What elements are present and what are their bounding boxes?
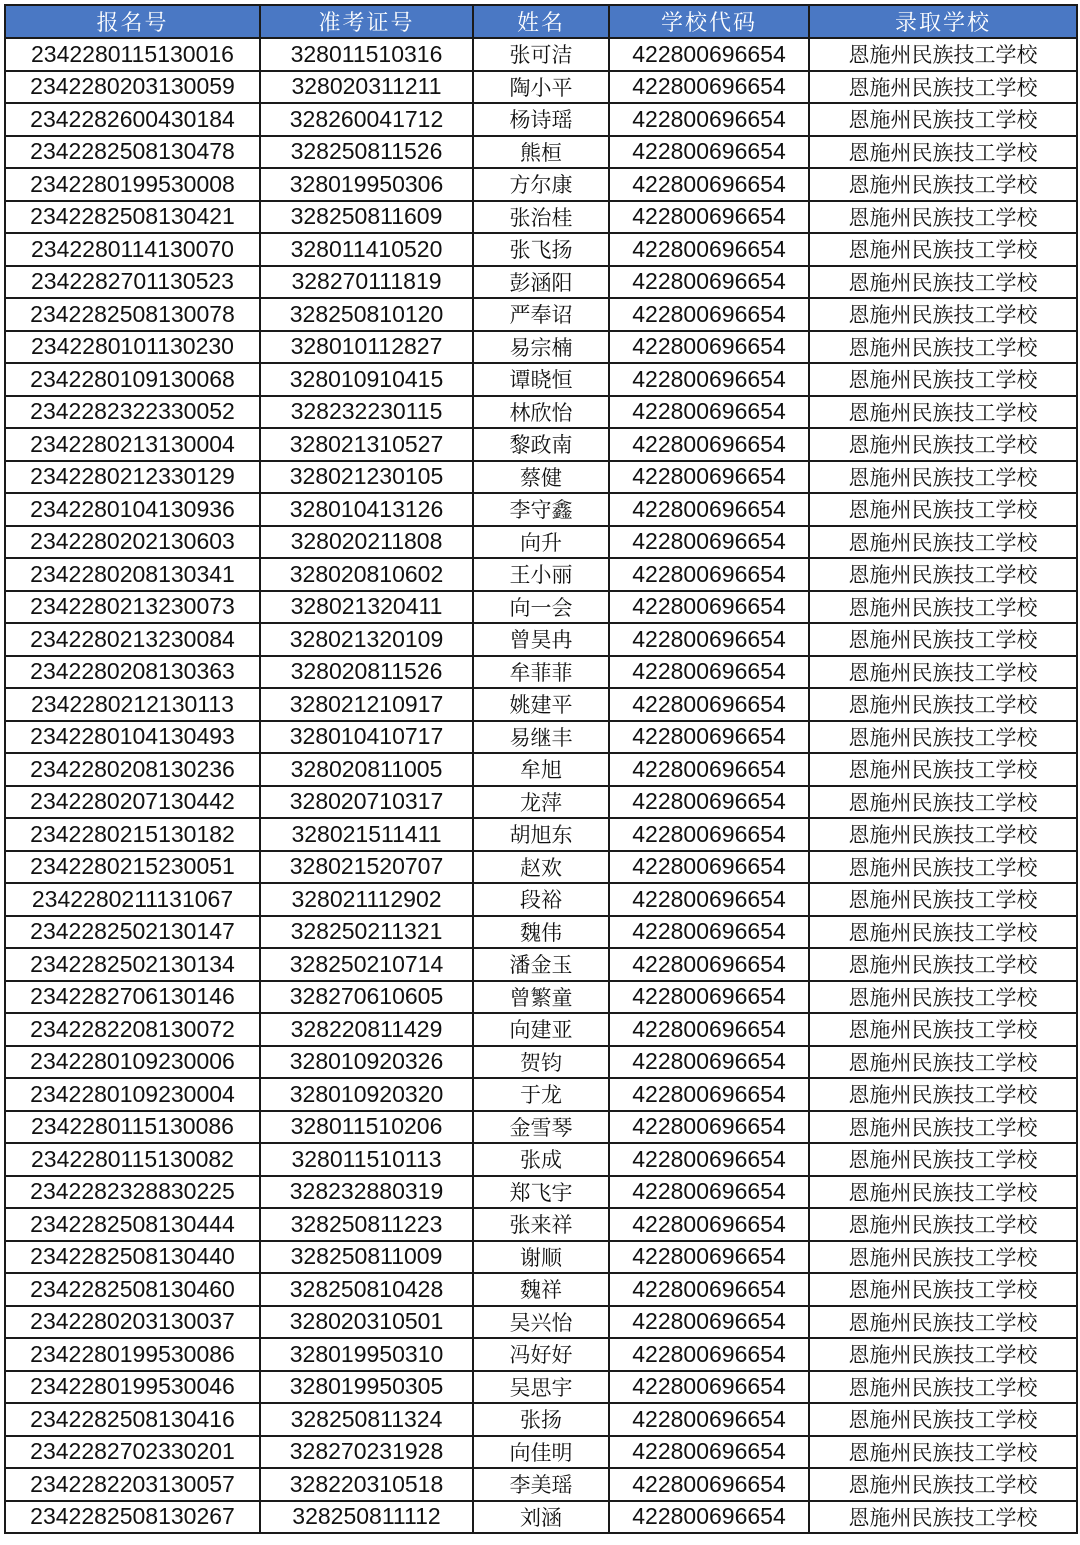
registration-no-cell: 2342280213230084 <box>5 623 260 656</box>
admission-ticket-no-cell: 328020311211 <box>260 71 473 104</box>
name-cell: 贺钧 <box>473 1046 609 1079</box>
name-cell: 李守鑫 <box>473 493 609 526</box>
registration-no-cell: 2342280109230004 <box>5 1078 260 1111</box>
school-code-cell: 422800696654 <box>609 331 809 364</box>
name-cell: 姚建平 <box>473 688 609 721</box>
registration-no-cell: 2342280211131067 <box>5 883 260 916</box>
name-cell: 郑飞宇 <box>473 1176 609 1209</box>
admitted-school-cell: 恩施州民族技工学校 <box>809 396 1077 429</box>
admitted-school-cell: 恩施州民族技工学校 <box>809 1371 1077 1404</box>
name-cell: 严奉诏 <box>473 298 609 331</box>
admitted-school-cell: 恩施州民族技工学校 <box>809 1306 1077 1339</box>
admitted-school-cell: 恩施州民族技工学校 <box>809 136 1077 169</box>
name-cell: 魏祥 <box>473 1273 609 1306</box>
admitted-school-cell: 恩施州民族技工学校 <box>809 1046 1077 1079</box>
name-cell: 牟菲菲 <box>473 656 609 689</box>
admission-ticket-no-cell: 328021520707 <box>260 851 473 884</box>
admission-ticket-no-cell: 328010910415 <box>260 363 473 396</box>
table-row <box>5 168 1077 201</box>
table-row <box>5 266 1077 299</box>
admitted-school-cell: 恩施州民族技工学校 <box>809 981 1077 1014</box>
admitted-school-cell: 恩施州民族技工学校 <box>809 526 1077 559</box>
name-cell: 潘金玉 <box>473 948 609 981</box>
table-row <box>5 1436 1077 1469</box>
name-cell: 蔡健 <box>473 461 609 494</box>
name-cell: 方尔康 <box>473 168 609 201</box>
registration-no-cell: 2342280213230073 <box>5 591 260 624</box>
name-cell: 向建亚 <box>473 1013 609 1046</box>
admission-ticket-no-cell: 328019950306 <box>260 168 473 201</box>
registration-no-cell: 2342280207130442 <box>5 786 260 819</box>
admission-ticket-no-cell: 328010920320 <box>260 1078 473 1111</box>
registration-no-cell: 2342280212130113 <box>5 688 260 721</box>
name-cell: 杨诗瑶 <box>473 103 609 136</box>
school-code-cell: 422800696654 <box>609 1436 809 1469</box>
admission-ticket-no-cell: 328019950305 <box>260 1371 473 1404</box>
name-cell: 龙萍 <box>473 786 609 819</box>
admitted-school-cell: 恩施州民族技工学校 <box>809 558 1077 591</box>
admitted-school-cell: 恩施州民族技工学校 <box>809 851 1077 884</box>
registration-no-cell: 2342282502130147 <box>5 916 260 949</box>
admitted-school-cell: 恩施州民族技工学校 <box>809 948 1077 981</box>
table-row <box>5 851 1077 884</box>
school-code-cell: 422800696654 <box>609 623 809 656</box>
table-row <box>5 753 1077 786</box>
name-cell: 熊桓 <box>473 136 609 169</box>
school-code-cell: 422800696654 <box>609 1501 809 1534</box>
name-cell: 赵欢 <box>473 851 609 884</box>
table-row <box>5 883 1077 916</box>
table-row <box>5 38 1077 71</box>
admitted-school-cell: 恩施州民族技工学校 <box>809 1403 1077 1436</box>
admission-ticket-no-cell: 328250811324 <box>260 1403 473 1436</box>
name-cell: 李美瑶 <box>473 1468 609 1501</box>
admission-ticket-no-cell: 328019950310 <box>260 1338 473 1371</box>
registration-no-cell: 2342282203130057 <box>5 1468 260 1501</box>
table-row <box>5 1273 1077 1306</box>
admission-ticket-no-cell: 328220811429 <box>260 1013 473 1046</box>
table-row <box>5 103 1077 136</box>
admission-list-sheet <box>4 4 1076 1541</box>
admission-ticket-no-cell: 328021511411 <box>260 818 473 851</box>
table-row <box>5 526 1077 559</box>
table-row <box>5 1046 1077 1079</box>
admission-ticket-no-cell: 328250811526 <box>260 136 473 169</box>
admitted-school-cell: 恩施州民族技工学校 <box>809 1111 1077 1144</box>
school-code-cell: 422800696654 <box>609 1306 809 1339</box>
table-row <box>5 1208 1077 1241</box>
table-row <box>5 363 1077 396</box>
school-code-cell: 422800696654 <box>609 688 809 721</box>
header-name: 姓名 <box>473 5 609 38</box>
table-row <box>5 298 1077 331</box>
registration-no-cell: 2342282508130416 <box>5 1403 260 1436</box>
school-code-cell: 422800696654 <box>609 103 809 136</box>
registration-no-cell: 2342282508130078 <box>5 298 260 331</box>
name-cell: 张治桂 <box>473 201 609 234</box>
table-row <box>5 233 1077 266</box>
admission-ticket-no-cell: 328250810428 <box>260 1273 473 1306</box>
registration-no-cell: 2342282702330201 <box>5 1436 260 1469</box>
admission-ticket-no-cell: 328011410520 <box>260 233 473 266</box>
admitted-school-cell: 恩施州民族技工学校 <box>809 721 1077 754</box>
school-code-cell: 422800696654 <box>609 851 809 884</box>
name-cell: 谭晓恒 <box>473 363 609 396</box>
registration-no-cell: 2342282502130134 <box>5 948 260 981</box>
table-body <box>5 38 1077 1533</box>
admitted-school-cell: 恩施州民族技工学校 <box>809 71 1077 104</box>
registration-no-cell: 2342282508130267 <box>5 1501 260 1534</box>
admitted-school-cell: 恩施州民族技工学校 <box>809 818 1077 851</box>
table-row <box>5 136 1077 169</box>
school-code-cell: 422800696654 <box>609 71 809 104</box>
admitted-school-cell: 恩施州民族技工学校 <box>809 1338 1077 1371</box>
table-row <box>5 558 1077 591</box>
name-cell: 易宗楠 <box>473 331 609 364</box>
admitted-school-cell: 恩施州民族技工学校 <box>809 1013 1077 1046</box>
registration-no-cell: 2342280212330129 <box>5 461 260 494</box>
table-row <box>5 1403 1077 1436</box>
admission-ticket-no-cell: 328021320109 <box>260 623 473 656</box>
name-cell: 陶小平 <box>473 71 609 104</box>
registration-no-cell: 2342282701130523 <box>5 266 260 299</box>
registration-no-cell: 2342280104130936 <box>5 493 260 526</box>
table-row <box>5 721 1077 754</box>
admission-ticket-no-cell: 328270111819 <box>260 266 473 299</box>
registration-no-cell: 2342280208130363 <box>5 656 260 689</box>
registration-no-cell: 2342282508130478 <box>5 136 260 169</box>
admission-table <box>4 4 1078 1534</box>
admitted-school-cell: 恩施州民族技工学校 <box>809 201 1077 234</box>
admission-ticket-no-cell: 328020810602 <box>260 558 473 591</box>
admission-ticket-no-cell: 328250211321 <box>260 916 473 949</box>
admission-ticket-no-cell: 328020811526 <box>260 656 473 689</box>
name-cell: 段裕 <box>473 883 609 916</box>
school-code-cell: 422800696654 <box>609 1046 809 1079</box>
name-cell: 胡旭东 <box>473 818 609 851</box>
admitted-school-cell: 恩施州民族技工学校 <box>809 1078 1077 1111</box>
admission-ticket-no-cell: 328021320411 <box>260 591 473 624</box>
registration-no-cell: 2342282208130072 <box>5 1013 260 1046</box>
table-row <box>5 786 1077 819</box>
admitted-school-cell: 恩施州民族技工学校 <box>809 461 1077 494</box>
admitted-school-cell: 恩施州民族技工学校 <box>809 1143 1077 1176</box>
table-row <box>5 1013 1077 1046</box>
table-row <box>5 1241 1077 1274</box>
admission-ticket-no-cell: 328250810120 <box>260 298 473 331</box>
table-row <box>5 1501 1077 1534</box>
table-row <box>5 1111 1077 1144</box>
name-cell: 于龙 <box>473 1078 609 1111</box>
admitted-school-cell: 恩施州民族技工学校 <box>809 656 1077 689</box>
school-code-cell: 422800696654 <box>609 656 809 689</box>
school-code-cell: 422800696654 <box>609 461 809 494</box>
school-code-cell: 422800696654 <box>609 363 809 396</box>
school-code-cell: 422800696654 <box>609 558 809 591</box>
admitted-school-cell: 恩施州民族技工学校 <box>809 493 1077 526</box>
admitted-school-cell: 恩施州民族技工学校 <box>809 168 1077 201</box>
registration-no-cell: 2342280104130493 <box>5 721 260 754</box>
admission-ticket-no-cell: 328250811009 <box>260 1241 473 1274</box>
registration-no-cell: 2342282706130146 <box>5 981 260 1014</box>
admitted-school-cell: 恩施州民族技工学校 <box>809 688 1077 721</box>
table-row <box>5 981 1077 1014</box>
name-cell: 冯好好 <box>473 1338 609 1371</box>
school-code-cell: 422800696654 <box>609 753 809 786</box>
table-row <box>5 623 1077 656</box>
admission-ticket-no-cell: 328011510206 <box>260 1111 473 1144</box>
admission-ticket-no-cell: 328232230115 <box>260 396 473 429</box>
admission-ticket-no-cell: 328270610605 <box>260 981 473 1014</box>
admitted-school-cell: 恩施州民族技工学校 <box>809 363 1077 396</box>
header-registration-no: 报名号 <box>5 5 260 38</box>
table-row <box>5 493 1077 526</box>
registration-no-cell: 2342280114130070 <box>5 233 260 266</box>
name-cell: 张成 <box>473 1143 609 1176</box>
admitted-school-cell: 恩施州民族技工学校 <box>809 1273 1077 1306</box>
school-code-cell: 422800696654 <box>609 526 809 559</box>
admitted-school-cell: 恩施州民族技工学校 <box>809 1208 1077 1241</box>
name-cell: 王小丽 <box>473 558 609 591</box>
name-cell: 吴思宇 <box>473 1371 609 1404</box>
name-cell: 刘涵 <box>473 1501 609 1534</box>
admitted-school-cell: 恩施州民族技工学校 <box>809 591 1077 624</box>
name-cell: 牟旭 <box>473 753 609 786</box>
registration-no-cell: 2342282508130421 <box>5 201 260 234</box>
registration-no-cell: 2342280199530008 <box>5 168 260 201</box>
table-row <box>5 71 1077 104</box>
admission-ticket-no-cell: 328020211808 <box>260 526 473 559</box>
school-code-cell: 422800696654 <box>609 1371 809 1404</box>
registration-no-cell: 2342280115130082 <box>5 1143 260 1176</box>
admission-ticket-no-cell: 328010920326 <box>260 1046 473 1079</box>
admitted-school-cell: 恩施州民族技工学校 <box>809 753 1077 786</box>
school-code-cell: 422800696654 <box>609 948 809 981</box>
admission-ticket-no-cell: 328021112902 <box>260 883 473 916</box>
name-cell: 张可洁 <box>473 38 609 71</box>
admission-ticket-no-cell: 328250210714 <box>260 948 473 981</box>
school-code-cell: 422800696654 <box>609 591 809 624</box>
admission-ticket-no-cell: 328250811223 <box>260 1208 473 1241</box>
school-code-cell: 422800696654 <box>609 396 809 429</box>
admitted-school-cell: 恩施州民族技工学校 <box>809 916 1077 949</box>
admitted-school-cell: 恩施州民族技工学校 <box>809 1241 1077 1274</box>
school-code-cell: 422800696654 <box>609 1143 809 1176</box>
admission-ticket-no-cell: 328270231928 <box>260 1436 473 1469</box>
table-row <box>5 1338 1077 1371</box>
table-row <box>5 331 1077 364</box>
admission-ticket-no-cell: 328011510316 <box>260 38 473 71</box>
admitted-school-cell: 恩施州民族技工学校 <box>809 331 1077 364</box>
school-code-cell: 422800696654 <box>609 981 809 1014</box>
name-cell: 谢顺 <box>473 1241 609 1274</box>
registration-no-cell: 2342280215130182 <box>5 818 260 851</box>
name-cell: 向升 <box>473 526 609 559</box>
registration-no-cell: 2342280208130236 <box>5 753 260 786</box>
admission-ticket-no-cell: 328260041712 <box>260 103 473 136</box>
admitted-school-cell: 恩施州民族技工学校 <box>809 883 1077 916</box>
table-row <box>5 948 1077 981</box>
table-row <box>5 688 1077 721</box>
admission-ticket-no-cell: 328021310527 <box>260 428 473 461</box>
name-cell: 曾昊冉 <box>473 623 609 656</box>
school-code-cell: 422800696654 <box>609 786 809 819</box>
table-row <box>5 1371 1077 1404</box>
admission-ticket-no-cell: 328010410717 <box>260 721 473 754</box>
admission-ticket-no-cell: 328020811005 <box>260 753 473 786</box>
table-row <box>5 916 1077 949</box>
school-code-cell: 422800696654 <box>609 1468 809 1501</box>
registration-no-cell: 2342282600430184 <box>5 103 260 136</box>
admission-ticket-no-cell: 328220310518 <box>260 1468 473 1501</box>
registration-no-cell: 2342282328830225 <box>5 1176 260 1209</box>
admitted-school-cell: 恩施州民族技工学校 <box>809 266 1077 299</box>
school-code-cell: 422800696654 <box>609 201 809 234</box>
name-cell: 向一会 <box>473 591 609 624</box>
school-code-cell: 422800696654 <box>609 298 809 331</box>
name-cell: 曾繁童 <box>473 981 609 1014</box>
registration-no-cell: 2342280199530046 <box>5 1371 260 1404</box>
admitted-school-cell: 恩施州民族技工学校 <box>809 103 1077 136</box>
admission-ticket-no-cell: 328020710317 <box>260 786 473 819</box>
admission-ticket-no-cell: 328021210917 <box>260 688 473 721</box>
table-row <box>5 1078 1077 1111</box>
admitted-school-cell: 恩施州民族技工学校 <box>809 786 1077 819</box>
table-row <box>5 818 1077 851</box>
school-code-cell: 422800696654 <box>609 136 809 169</box>
table-row <box>5 1143 1077 1176</box>
school-code-cell: 422800696654 <box>609 818 809 851</box>
name-cell: 金雪琴 <box>473 1111 609 1144</box>
registration-no-cell: 2342282508130460 <box>5 1273 260 1306</box>
registration-no-cell: 2342280213130004 <box>5 428 260 461</box>
registration-no-cell: 2342280101130230 <box>5 331 260 364</box>
name-cell: 张来祥 <box>473 1208 609 1241</box>
registration-no-cell: 2342280199530086 <box>5 1338 260 1371</box>
registration-no-cell: 2342280215230051 <box>5 851 260 884</box>
registration-no-cell: 2342280208130341 <box>5 558 260 591</box>
name-cell: 吴兴怡 <box>473 1306 609 1339</box>
registration-no-cell: 2342280202130603 <box>5 526 260 559</box>
registration-no-cell: 2342280109230006 <box>5 1046 260 1079</box>
school-code-cell: 422800696654 <box>609 1338 809 1371</box>
admitted-school-cell: 恩施州民族技工学校 <box>809 1436 1077 1469</box>
school-code-cell: 422800696654 <box>609 1013 809 1046</box>
admission-ticket-no-cell: 328250811609 <box>260 201 473 234</box>
school-code-cell: 422800696654 <box>609 1078 809 1111</box>
registration-no-cell: 2342282508130444 <box>5 1208 260 1241</box>
school-code-cell: 422800696654 <box>609 883 809 916</box>
school-code-cell: 422800696654 <box>609 1273 809 1306</box>
name-cell: 易继丰 <box>473 721 609 754</box>
school-code-cell: 422800696654 <box>609 1403 809 1436</box>
admission-ticket-no-cell: 328010413126 <box>260 493 473 526</box>
header-row <box>5 5 1077 38</box>
registration-no-cell: 2342280203130059 <box>5 71 260 104</box>
name-cell: 彭涵阳 <box>473 266 609 299</box>
admitted-school-cell: 恩施州民族技工学校 <box>809 38 1077 71</box>
admitted-school-cell: 恩施州民族技工学校 <box>809 1468 1077 1501</box>
header-admitted-school: 录取学校 <box>809 5 1077 38</box>
admitted-school-cell: 恩施州民族技工学校 <box>809 1501 1077 1534</box>
name-cell: 张飞扬 <box>473 233 609 266</box>
registration-no-cell: 2342282508130440 <box>5 1241 260 1274</box>
registration-no-cell: 2342280115130086 <box>5 1111 260 1144</box>
table-row <box>5 591 1077 624</box>
header-school-code: 学校代码 <box>609 5 809 38</box>
admitted-school-cell: 恩施州民族技工学校 <box>809 233 1077 266</box>
school-code-cell: 422800696654 <box>609 1208 809 1241</box>
table-row <box>5 1306 1077 1339</box>
school-code-cell: 422800696654 <box>609 233 809 266</box>
table-row <box>5 461 1077 494</box>
school-code-cell: 422800696654 <box>609 1111 809 1144</box>
name-cell: 张扬 <box>473 1403 609 1436</box>
admission-ticket-no-cell: 328010112827 <box>260 331 473 364</box>
school-code-cell: 422800696654 <box>609 266 809 299</box>
school-code-cell: 422800696654 <box>609 38 809 71</box>
table-row <box>5 201 1077 234</box>
admitted-school-cell: 恩施州民族技工学校 <box>809 298 1077 331</box>
table-row <box>5 1176 1077 1209</box>
admitted-school-cell: 恩施州民族技工学校 <box>809 1176 1077 1209</box>
table-row <box>5 656 1077 689</box>
header-admission-ticket-no: 准考证号 <box>260 5 473 38</box>
admission-ticket-no-cell: 328011510113 <box>260 1143 473 1176</box>
school-code-cell: 422800696654 <box>609 168 809 201</box>
name-cell: 林欣怡 <box>473 396 609 429</box>
school-code-cell: 422800696654 <box>609 916 809 949</box>
school-code-cell: 422800696654 <box>609 428 809 461</box>
table-row <box>5 396 1077 429</box>
registration-no-cell: 2342280203130037 <box>5 1306 260 1339</box>
admitted-school-cell: 恩施州民族技工学校 <box>809 623 1077 656</box>
name-cell: 向佳明 <box>473 1436 609 1469</box>
school-code-cell: 422800696654 <box>609 721 809 754</box>
admission-ticket-no-cell: 328232880319 <box>260 1176 473 1209</box>
school-code-cell: 422800696654 <box>609 1241 809 1274</box>
name-cell: 魏伟 <box>473 916 609 949</box>
name-cell: 黎政南 <box>473 428 609 461</box>
registration-no-cell: 2342282322330052 <box>5 396 260 429</box>
admission-ticket-no-cell: 328020310501 <box>260 1306 473 1339</box>
table-row <box>5 1468 1077 1501</box>
admission-ticket-no-cell: 328250811112 <box>260 1501 473 1534</box>
table-row <box>5 428 1077 461</box>
admission-ticket-no-cell: 328021230105 <box>260 461 473 494</box>
registration-no-cell: 2342280109130068 <box>5 363 260 396</box>
school-code-cell: 422800696654 <box>609 1176 809 1209</box>
admitted-school-cell: 恩施州民族技工学校 <box>809 428 1077 461</box>
school-code-cell: 422800696654 <box>609 493 809 526</box>
registration-no-cell: 2342280115130016 <box>5 38 260 71</box>
